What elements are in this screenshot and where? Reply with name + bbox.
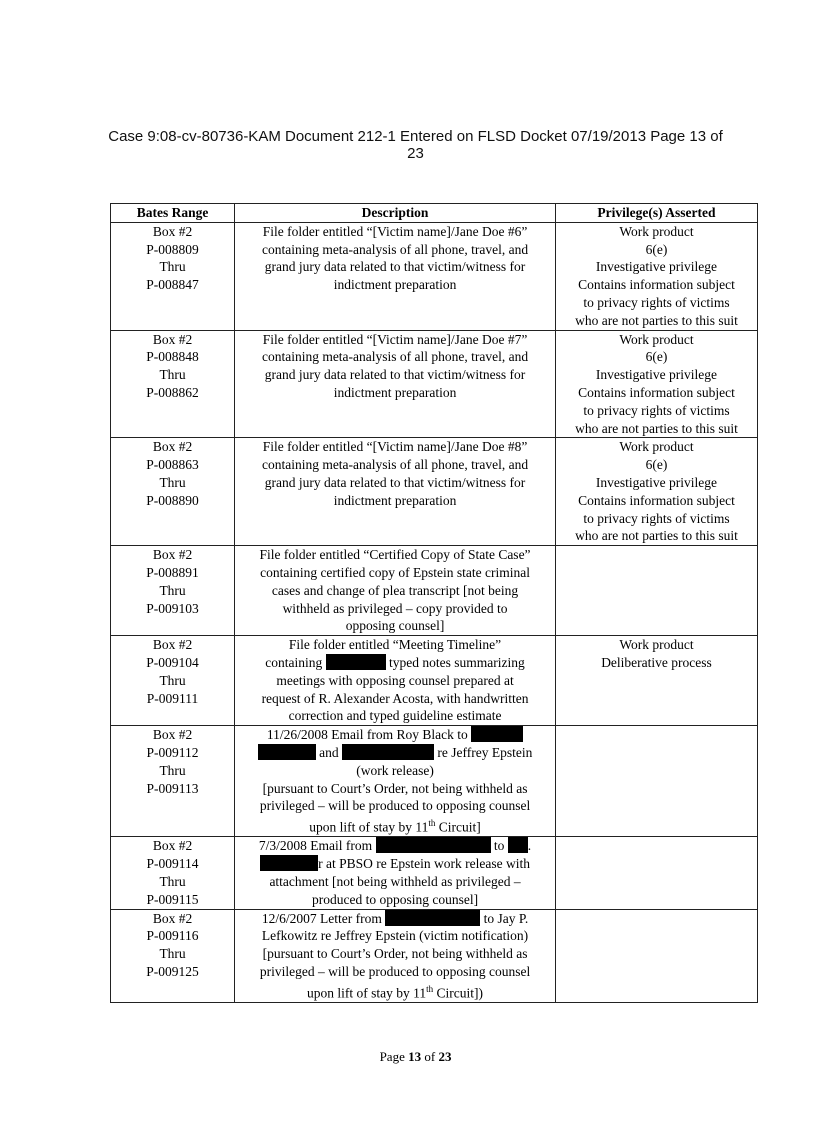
table-row — [111, 438, 758, 546]
description-cell: File folder entitled “Meeting Timeline” containing typed notes summarizing meetings with opposing counsel prepared at request of R. Alexander Acosta, with handwritten correction and typed guideline estimate — [235, 636, 556, 726]
table-row — [111, 222, 758, 330]
privilege-cell — [555, 837, 757, 909]
description-cell: File folder entitled “[Victim name]/Jane Doe #8” containing meta-analysis of all phone, travel, and grand jury data related to that victim/witness for indictment preparation — [235, 438, 556, 546]
privilege-cell — [555, 726, 757, 837]
bates-cell: Box #2 P-008863 Thru P-008890 — [111, 438, 235, 546]
redaction-block — [326, 654, 386, 670]
privilege-cell: Work product 6(e) Investigative privilege Contains information subject to privacy rights of victims who are not parties to this suit — [555, 438, 757, 546]
page-footer: Page 13 of 23 — [379, 1049, 452, 1064]
table-row — [111, 837, 758, 909]
table-row — [111, 636, 758, 726]
redaction-block — [342, 744, 434, 760]
bates-cell: Box #2 P-009116 Thru P-009125 — [111, 909, 235, 1002]
col-header-privilege: Privilege(s) Asserted — [555, 204, 757, 223]
col-header-description: Description — [235, 204, 556, 223]
page-total: 23 — [438, 1049, 452, 1064]
page-number: 13 — [408, 1049, 422, 1064]
col-header-bates: Bates Range — [111, 204, 235, 223]
table-row — [111, 726, 758, 837]
privilege-cell: Work product 6(e) Investigative privilege Contains information subject to privacy rights of victims who are not parties to this suit — [555, 330, 757, 438]
privilege-cell: Work product 6(e) Investigative privilege Contains information subject to privacy rights of victims who are not parties to this suit — [555, 222, 757, 330]
description-cell: File folder entitled “Certified Copy of State Case” containing certified copy of Epstein state criminal cases and change of plea transcript [not being withheld as privileged – copy provided to opposing counsel] — [235, 546, 556, 636]
docket-header-line2: 23 — [407, 145, 424, 162]
description-cell: File folder entitled “[Victim name]/Jane Doe #6” containing meta-analysis of all phone, travel, and grand jury data related to that victim/witness for indictment preparation — [235, 222, 556, 330]
bates-cell: Box #2 P-008848 Thru P-008862 — [111, 330, 235, 438]
description-cell: File folder entitled “[Victim name]/Jane Doe #7” containing meta-analysis of all phone, travel, and grand jury data related to that victim/witness for indictment preparation — [235, 330, 556, 438]
description-cell: 7/3/2008 Email from to . r at PBSO re Epstein work release with attachment [not being withheld as privileged – produced to opposing counsel] — [235, 837, 556, 909]
privilege-log-table — [110, 203, 758, 1003]
privilege-cell — [555, 909, 757, 1002]
description-cell: 12/6/2007 Letter from to Jay P. Lefkowitz re Jeffrey Epstein (victim notification) [pursuant to Court’s Order, not being withheld as privileged – will be produced to opposing counsel upon lift of stay by 11th Circuit]) — [235, 909, 556, 1002]
bates-cell: Box #2 P-008809 Thru P-008847 — [111, 222, 235, 330]
table-header-row — [111, 204, 758, 223]
redaction-block — [258, 744, 316, 760]
table-row — [111, 330, 758, 438]
bates-cell: Box #2 P-009104 Thru P-009111 — [111, 636, 235, 726]
docket-header — [70, 128, 761, 162]
description-cell: 11/26/2008 Email from Roy Black to and re Jeffrey Epstein (work release) [pursuant to Court’s Order, not being withheld as privileged – will be produced to opposing counsel upon lift of stay by 11th Circuit] — [235, 726, 556, 837]
redaction-block — [376, 837, 491, 853]
privilege-cell: Work product Deliberative process — [555, 636, 757, 726]
redaction-block — [471, 726, 523, 742]
redaction-block — [508, 837, 528, 853]
redaction-block — [260, 855, 318, 871]
redaction-block — [385, 910, 480, 926]
bates-cell: Box #2 P-008891 Thru P-009103 — [111, 546, 235, 636]
privilege-cell — [555, 546, 757, 636]
bates-cell: Box #2 P-009112 Thru P-009113 — [111, 726, 235, 837]
bates-cell: Box #2 P-009114 Thru P-009115 — [111, 837, 235, 909]
docket-header-line1: Case 9:08-cv-80736-KAM Document 212-1 Entered on FLSD Docket 07/19/2013 Page 13 of — [108, 128, 723, 145]
table-row — [111, 909, 758, 1002]
table-row — [111, 546, 758, 636]
